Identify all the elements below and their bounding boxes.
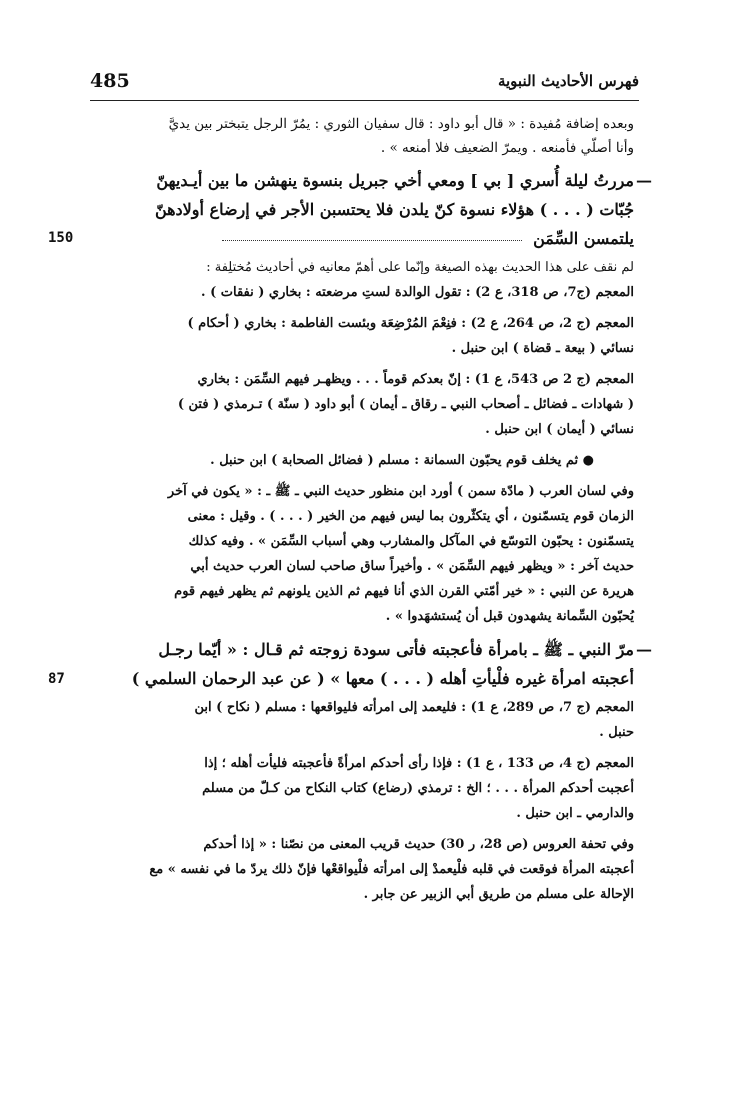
commentary-block-7 [110, 832, 634, 907]
intro-paragraph [110, 112, 634, 160]
text-line: والدارمي ـ ابن حنبل . [516, 806, 634, 821]
text-line: حنبل . [599, 725, 634, 740]
text-line: يتسمّنون : يحبّون التوسّع في المآكل والمشارب وهي أسباب السِّمَن » . وفيه كذلك [188, 534, 634, 549]
bullet-note: ● ثم يخلف قوم يحبّون السمانة : مسلم ( فضائل الصحابة ) ابن حنبل . [210, 453, 594, 468]
text-line: وبعده إضافة مُفيدة : « قال أبو داود : قال سفيان الثوري : يمُرّ الرجل يتبختر بين يديَّ [168, 116, 634, 132]
text-line: حديث آخر : « ويظهر فيهم السِّمَن » . وأخيراً ساق صاحب لسان العرب حديث أبي [190, 559, 634, 574]
reference-number: 87 [48, 671, 65, 687]
hadith-entry-1 [48, 166, 652, 253]
entry-line [110, 224, 634, 253]
text-line: المعجم (ج 2 ص 543، ع 1) : إنّ بعدكم قوماً . . . ويظهـر فيهم السِّمَن : بخاري [197, 372, 634, 387]
text-line: ( شهادات ـ فضائل ـ أصحاب النبي ـ رقاق ـ أيمان ) أبو داود ( سنّة ) تـرمذي ( فتن ) [177, 397, 634, 412]
text-line: الإحالة على مسلم من طريق أبي الزبير عن جابر . [363, 887, 634, 902]
page-body [48, 112, 652, 913]
text-line: أعجبت أحدكم المرأة . . . ؛ الخ : ترمذي (رضاع) كتاب النكاح من كـلّ من مسلم [202, 781, 634, 796]
text-line: المعجم (ج 7، ص 289، ع 1) : فليعمد إلى امرأته فليواقعها : مسلم ( نكاح ) ابن [194, 700, 634, 715]
entry-dash: — [636, 171, 652, 190]
entry-dash: — [636, 640, 652, 659]
commentary-block-2 [110, 311, 634, 361]
header-rule [90, 100, 639, 101]
text-line: لم نقف على هذا الحديث بهذه الصيغة وإنّما على أهمّ معانيه في أحاديث مُختلِفة : [206, 260, 634, 275]
text-line: المعجم (ج 2، ص 264، ع 2) : فنِعْمَ المُرْضِعَة وبئست الفاطمة : بخاري ( أحكام ) [187, 316, 634, 331]
entry-line: جُبّات ( . . . ) هؤلاء نسوة كنّ يلدن فلا يحتسبن الأجر في إرضاع أولادهنّ [154, 200, 634, 219]
running-title: فهرس الأحاديث النبوية [497, 72, 639, 90]
entry-line-text: يلتمسن السِّمَن [533, 229, 634, 248]
entry-line: مررتُ ليلة أُسري [ بي ] ومعي أخي جبريل بنسوة ينهشن ما بين أيـديهنّ [156, 171, 634, 190]
text-line: أعجبته المرأة فوقعت في قلبه فلْيعمدْ إلى امرأته فلْيواقعْها فإنّ ذلك يردّ ما في نفسه » مع [149, 862, 634, 877]
text-line: المعجم (ج7، ص 318، ع 2) : تقول الوالدة لستِ مرضعته : بخاري ( نفقات ) . [201, 285, 634, 300]
commentary-block-6 [110, 751, 634, 826]
commentary-block-5 [110, 695, 634, 745]
text-line: هريرة عن النبي : « خير أمّتي القرن الذي أنا فيهم ثم الذين يلونهم ثم يظهر فيهم قوم [174, 584, 634, 599]
text-line: نسائي ( بيعة ـ قضاة ) ابن حنبل . [451, 341, 634, 356]
text-line: يُحبّون السِّمانة يشهدون قبل أن يُستشهَدوا » . [385, 609, 634, 624]
text-line: وفي تحفة العروس (ص 28، ر 30) حديث قريب المعنى من نصّنا : « إذا أحدكم [203, 837, 634, 852]
commentary-block-3 [110, 367, 634, 442]
text-line: وفي لسان العرب ( مادّة سمن ) أورد ابن منظور حديث النبي ـ ﷺ ـ : « يكون في آخر [167, 484, 634, 499]
hadith-entry-2 [48, 635, 652, 693]
dotted-leader [222, 239, 522, 241]
entry-line: مرّ النبي ـ ﷺ ـ بامرأة فأعجبته فأتى سودة زوجته ثم قـال : « أيّما رجـل [158, 640, 634, 659]
entry-line: أعجبته امرأة غيره فلْيأتِ أهله ( . . . ) معها » ( عن عبد الرحمان السلمي ) [131, 669, 634, 688]
page-number: 485 [90, 70, 130, 92]
page-header [90, 70, 639, 100]
commentary-block-1 [110, 255, 634, 305]
lisan-al-arab-paragraph [110, 479, 634, 629]
text-line: المعجم (ج 4، ص 133 ، ع 1) : فإذا رأى أحدكم امرأةً فأعجبته فليأت أهله ؛ إذا [204, 756, 634, 771]
text-line: نسائي ( أيمان ) ابن حنبل . [485, 422, 634, 437]
reference-number: 150 [48, 230, 74, 246]
text-line: الزمان قوم يتسمّنون ، أي يتكثّرون بما ليس فيهم من الخير ( . . . ) . وقيل : معنى [187, 509, 634, 524]
text-line: وأنا أصلّي فأمنعه . ويمرّ الضعيف فلا أمنعه » . [380, 140, 634, 156]
